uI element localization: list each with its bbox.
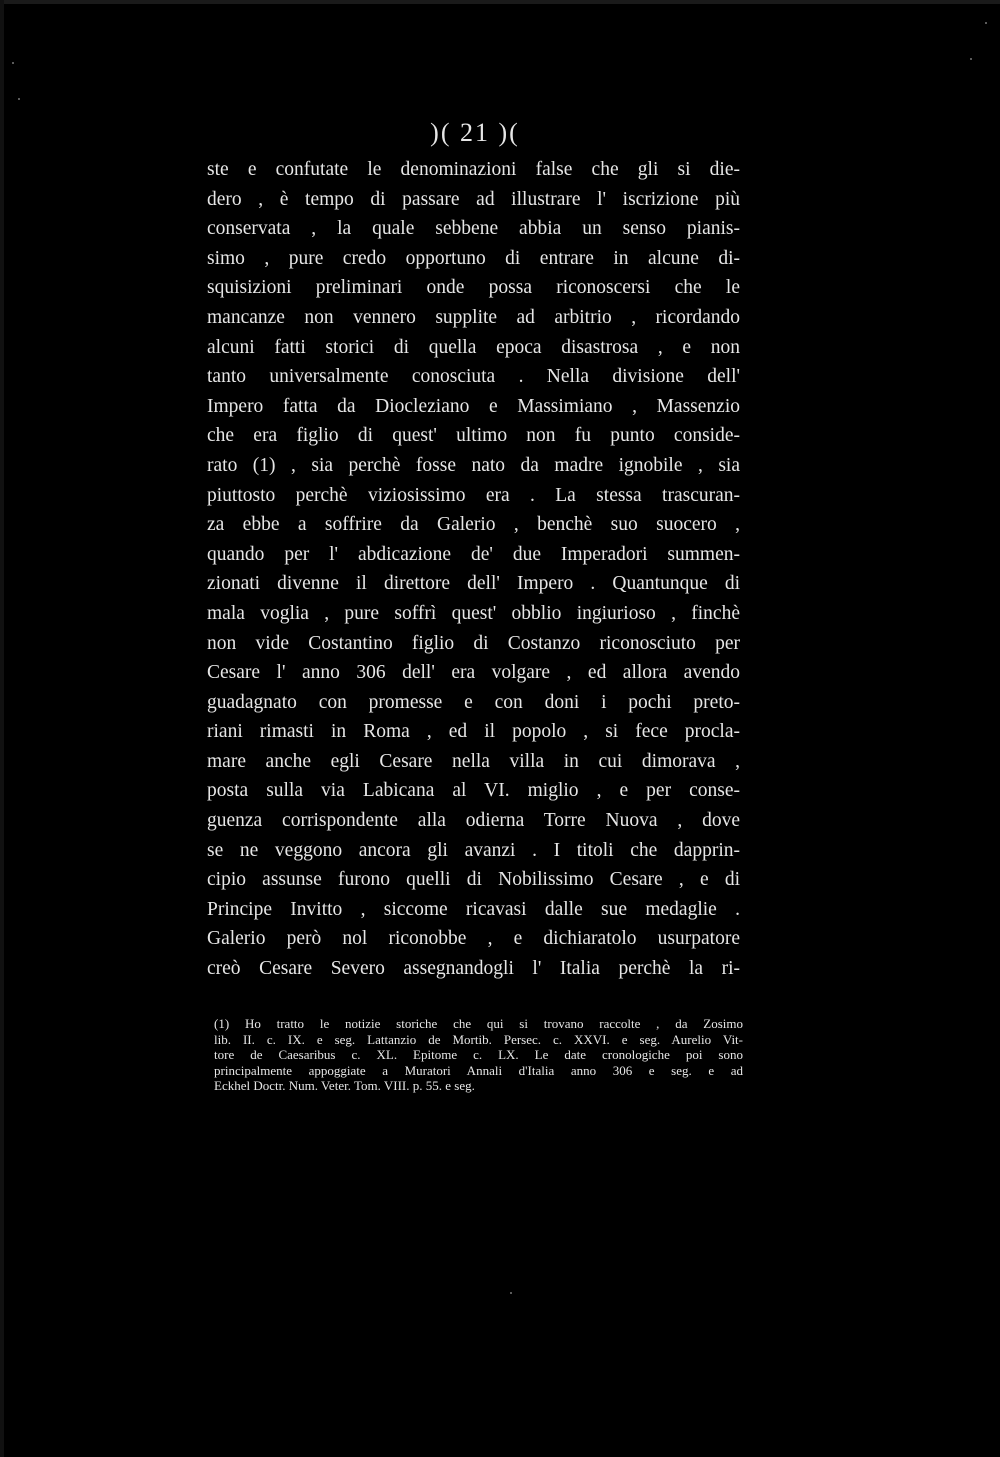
text-line: piuttosto perchè viziosissimo era . La stessa trascuran- (207, 484, 740, 506)
scan-speck (18, 98, 20, 100)
text-line: rato (1) , sia perchè fosse nato da madre ignobile , sia (207, 454, 740, 476)
footnote-line: lib. II. c. IX. e seg. Lattanzio de Mortib. Persec. c. XXVI. e seg. Aurelio Vit- (214, 1031, 743, 1047)
text-line: dero , è tempo di passare ad illustrare l' iscrizione più (207, 188, 740, 210)
footnote (214, 1016, 743, 1094)
text-line: tanto universalmente conosciuta . Nella divisione dell' (207, 366, 740, 388)
text-line: mala voglia , pure soffrì quest' obblio ingiurioso , finchè (207, 602, 740, 624)
text-line: se ne veggono ancora gli avanzi . I titoli che dapprin- (207, 839, 740, 861)
text-line: conservata , la quale sebbene abbia un senso pianis- (207, 218, 740, 240)
body-text (207, 155, 740, 984)
footnote-line: principalmente appoggiate a Muratori Annali d'Italia anno 306 e seg. e ad (214, 1062, 743, 1078)
footnote-line: (1) Ho tratto le notizie storiche che qui si trovano raccolte , da Zosimo (214, 1016, 743, 1031)
text-line: creò Cesare Severo assegnandogli l' Italia perchè la ri- (207, 958, 740, 980)
text-line: guadagnato con promesse e con doni i pochi preto- (207, 691, 740, 713)
text-line: Principe Invitto , siccome ricavasi dalle sue medaglie . (207, 898, 740, 920)
text-line: riani rimasti in Roma , ed il popolo , si fece procla- (207, 721, 740, 743)
page-header: )( 21 )( (430, 118, 520, 147)
scan-speck (985, 22, 987, 24)
text-line: che era figlio di quest' ultimo non fu punto conside- (207, 425, 740, 447)
text-line: posta sulla via Labicana al VI. miglio , e per conse- (207, 780, 740, 802)
text-line: Cesare l' anno 306 dell' era volgare , ed allora avendo (207, 662, 740, 684)
text-line: Impero fatta da Diocleziano e Massimiano , Massenzio (207, 395, 740, 417)
footnote-line: tore de Caesaribus c. XL. Epitome c. LX. Le date cronologiche poi sono (214, 1047, 743, 1063)
text-line: guenza corrispondente alla odierna Torre Nuova , dove (207, 810, 740, 832)
scan-speck (970, 58, 972, 60)
scan-speck (12, 62, 14, 64)
text-line: alcuni fatti storici di quella epoca disastrosa , e non (207, 336, 740, 358)
text-line: Galerio però nol riconobbe , e dichiaratolo usurpatore (207, 928, 740, 950)
text-line: mare anche egli Cesare nella villa in cui dimorava , (207, 750, 740, 772)
text-line: squisizioni preliminari onde possa riconoscersi che le (207, 277, 740, 299)
text-line: quando per l' abdicazione de' due Imperadori summen- (207, 543, 740, 565)
text-line: cipio assunse furono quelli di Nobilissimo Cesare , e di (207, 869, 740, 891)
text-line: non vide Costantino figlio di Costanzo riconosciuto per (207, 632, 740, 654)
scan-edge-left (0, 0, 4, 1457)
scan-edge-top (0, 0, 1000, 4)
text-line: mancanze non vennero supplite ad arbitrio , ricordando (207, 306, 740, 328)
text-line: za ebbe a soffrire da Galerio , benchè suo suocero , (207, 514, 740, 536)
footnote-line: Eckhel Doctr. Num. Veter. Tom. VIII. p. 55. e seg. (214, 1078, 475, 1094)
text-line: ste e confutate le denominazioni false che gli si die- (207, 159, 740, 180)
text-line: simo , pure credo opportuno di entrare in alcune di- (207, 247, 740, 269)
scan-speck (510, 1292, 512, 1294)
text-line: zionati divenne il direttore dell' Impero . Quantunque di (207, 573, 740, 595)
